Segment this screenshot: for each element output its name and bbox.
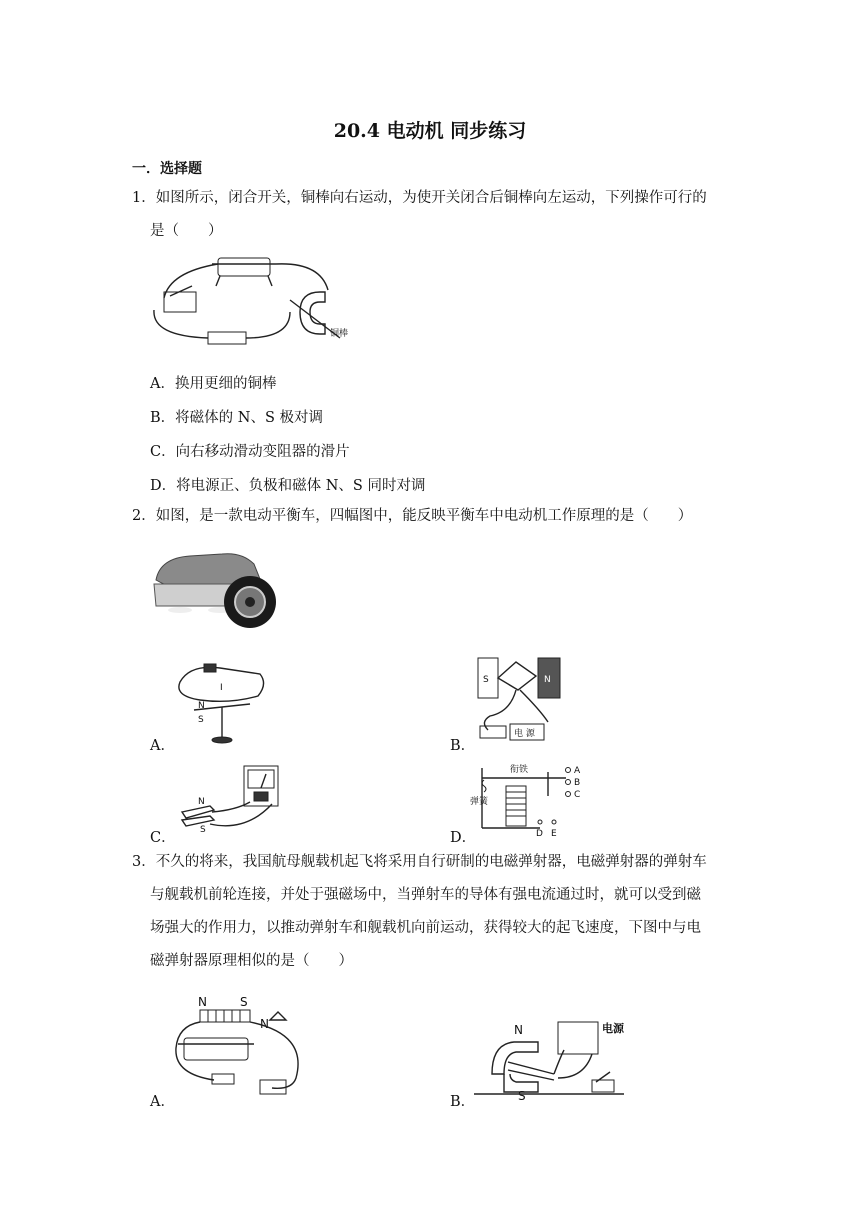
u-magnet bbox=[182, 806, 214, 826]
question-1-line-1: 1．如图所示，闭合开关，铜棒向右运动，为使开关闭合后铜棒向左运动，下列操作可行的 bbox=[132, 190, 707, 206]
question-1-stem bbox=[132, 182, 742, 248]
question-2-figure-b bbox=[470, 652, 580, 744]
rheostat bbox=[184, 1038, 248, 1060]
question-3-line-2: 与舰载机前轮连接，并处于强磁场中，当弹射车的导体有强电流通过时，就可以受到磁 bbox=[150, 887, 701, 903]
galvanometer-terminals bbox=[254, 792, 268, 801]
question-3-line-4: 磁弹射器原理相似的是（ ） bbox=[150, 953, 353, 969]
magnet-s-label: S bbox=[200, 825, 206, 835]
question-1-figure bbox=[150, 252, 360, 352]
magnet-s-label: S bbox=[518, 1089, 526, 1103]
copper-rod-label: 铜棒 bbox=[330, 329, 349, 339]
terminal-c bbox=[566, 792, 571, 797]
question-2-label-c: C． bbox=[150, 830, 176, 846]
switch bbox=[592, 1080, 614, 1092]
question-2-label-b: B． bbox=[450, 738, 476, 754]
power-supply bbox=[558, 1022, 598, 1054]
electromagnet-n-label: N bbox=[198, 995, 207, 1009]
terminal-c-label: C bbox=[574, 790, 581, 800]
question-2-label-a: A． bbox=[150, 738, 175, 754]
switch bbox=[480, 726, 506, 738]
switch-lever bbox=[170, 286, 192, 296]
question-3-line-1: 3．不久的将来，我国航母舰载机起飞将采用自行研制的电磁弹射器，电磁弹射器的弹射车 bbox=[132, 854, 707, 870]
question-1-option-a: A．换用更细的铜棒 bbox=[150, 376, 277, 392]
compass-n-label: N bbox=[260, 1017, 269, 1031]
wheel-center bbox=[245, 597, 255, 607]
battery-box bbox=[208, 332, 246, 344]
battery bbox=[260, 1080, 286, 1094]
question-2-figure-d bbox=[470, 762, 590, 838]
question-2-figure-c bbox=[176, 762, 286, 834]
current-label: I bbox=[220, 683, 223, 693]
terminal-e-label: E bbox=[551, 829, 557, 839]
question-3-figure-a bbox=[168, 994, 308, 1098]
armature-label: 衔铁 bbox=[510, 765, 529, 775]
electromagnet-s-label: S bbox=[240, 995, 248, 1009]
horseshoe-magnet bbox=[300, 292, 325, 334]
galvanometer-dial bbox=[248, 770, 274, 788]
question-1-option-d: D．将电源正、负极和磁体 N、S 同时对调 bbox=[150, 478, 426, 494]
magnet-s-label: S bbox=[483, 675, 489, 685]
terminal-b bbox=[566, 780, 571, 785]
needle-s-label: S bbox=[198, 715, 204, 725]
circuit-wires bbox=[176, 1022, 298, 1088]
question-1-option-b: B．将磁体的 N、S 极对调 bbox=[150, 410, 323, 426]
question-2-stem: 2．如图，是一款电动平衡车，四幅图中，能反映平衡车中电动机工作原理的是（ ） bbox=[132, 508, 693, 524]
page-title: 20.4 电动机 同步练习 bbox=[333, 120, 527, 142]
magnet-n-label: N bbox=[544, 675, 551, 685]
question-3-label-a: A． bbox=[150, 1094, 175, 1110]
magnet-n-label: N bbox=[514, 1023, 523, 1037]
terminal-e bbox=[552, 820, 556, 824]
switch bbox=[212, 1074, 234, 1084]
question-1-line-2: 是（ ） bbox=[150, 223, 223, 239]
rheostat-leg bbox=[216, 276, 220, 286]
terminal-d-label: D bbox=[536, 829, 543, 839]
power-label: 电 源 bbox=[514, 729, 535, 739]
rheostat-leg bbox=[268, 276, 272, 286]
question-2-figure-a bbox=[170, 660, 280, 745]
spring-label: 弹簧 bbox=[470, 797, 489, 807]
terminal-d bbox=[538, 820, 542, 824]
section-heading: 一．选择题 bbox=[132, 161, 202, 177]
galvanometer-pointer bbox=[261, 774, 266, 788]
question-3-line-3: 场强大的作用力，以推动弹射车和舰载机向前运动，获得较大的起飞速度，下图中与电 bbox=[150, 920, 701, 936]
power-label: 电源 bbox=[602, 1022, 624, 1035]
switch-base bbox=[164, 292, 196, 312]
light-left bbox=[168, 607, 192, 613]
battery bbox=[204, 664, 216, 672]
magnet-n-label: N bbox=[198, 797, 205, 807]
question-1-option-c: C．向右移动滑动变阻器的滑片 bbox=[150, 444, 350, 460]
rheostat-body bbox=[218, 258, 270, 276]
question-2-label-d: D． bbox=[450, 830, 477, 846]
question-3-figure-b bbox=[474, 1018, 634, 1102]
question-3-label-b: B． bbox=[450, 1094, 476, 1110]
balance-scooter-photo bbox=[150, 540, 280, 635]
u-magnet-top bbox=[492, 1042, 538, 1074]
needle-n-label: N bbox=[198, 701, 205, 711]
terminal-b-label: B bbox=[574, 778, 581, 788]
compass-needle bbox=[270, 1012, 286, 1020]
question-3-stem bbox=[132, 846, 742, 978]
coil bbox=[498, 662, 536, 690]
terminal-a-label: A bbox=[574, 766, 581, 776]
compass-base bbox=[212, 737, 232, 743]
terminal-a bbox=[566, 768, 571, 773]
